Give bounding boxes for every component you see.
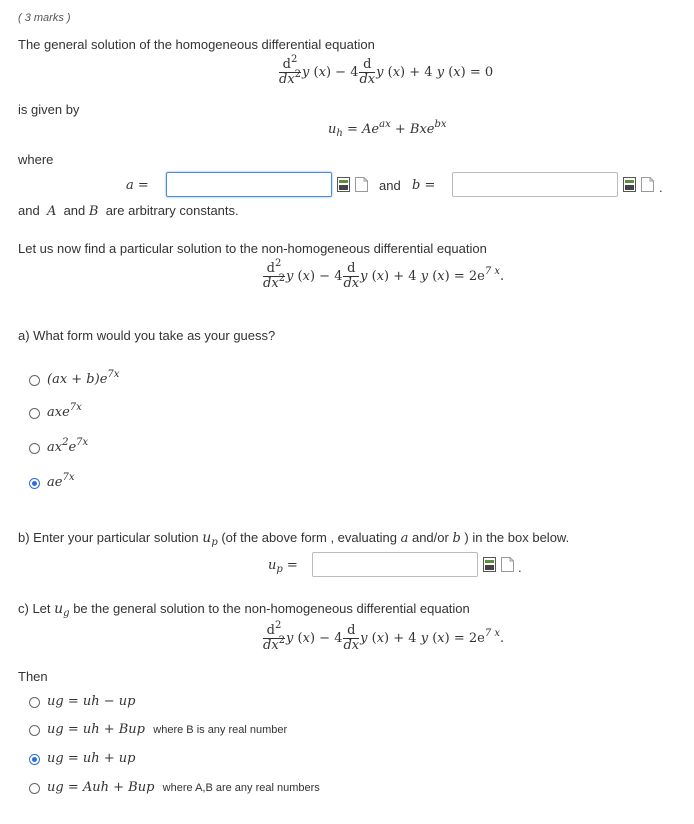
up-label: $u_p$ = [268, 558, 298, 575]
option-a1-radio[interactable] [29, 375, 40, 386]
option-c1-label[interactable]: ug = uh − up [47, 694, 136, 709]
formula-editor-icon[interactable] [337, 177, 350, 192]
marks-label: ( 3 marks ) [18, 12, 71, 24]
formula-editor-icon[interactable] [483, 557, 496, 572]
formula-editor-icon[interactable] [623, 177, 636, 192]
option-c4-label[interactable]: ug = Auh + Bup where A,B are any real numbers [47, 780, 320, 795]
part-c-equation: $\frac{d^2}{dx^2}$ y (x) − 4 $\frac{d}{dx}$ y (x) + 4 y $(x) = 2e^{7 x}$. [263, 620, 505, 653]
option-c2-label[interactable]: ug = uh + Bup where B is any real number [47, 722, 288, 737]
homogeneous-equation: $\frac{d^2}{dx^2}$ y (x) − 4 $\frac{d}{dx}$ y (x) + 4 y (x) = 0 [279, 54, 494, 87]
option-a3-label[interactable]: $ax^2e^{7x}$ [47, 437, 89, 455]
uh-equation: $u_h = Ae^{ax} + Bxe^{bx}$ [328, 119, 447, 139]
up-input[interactable] [312, 552, 478, 577]
part-b-question: b) Enter your particular solution $u_p$ (of the above form , evaluating a and/or b ) in the box below. [18, 530, 570, 548]
option-c3-radio[interactable] [29, 754, 40, 765]
option-c2-radio[interactable] [29, 725, 40, 736]
then-text: Then [18, 669, 48, 684]
a-input[interactable] [166, 172, 332, 197]
preview-doc-icon[interactable] [355, 177, 368, 192]
option-a4-label[interactable]: $ae^{7x}$ [47, 472, 75, 490]
given-by-text: is given by [18, 102, 80, 117]
option-c3-label[interactable]: ug = uh + up [47, 751, 136, 766]
where-text: where [18, 152, 54, 167]
option-a3-radio[interactable] [29, 443, 40, 454]
b-label: b = [412, 178, 436, 193]
up-period: . [518, 560, 522, 575]
and-label: and [379, 178, 401, 193]
option-a2-radio[interactable] [29, 408, 40, 419]
nonhom-equation: $\frac{d^2}{dx^2}$ y (x) − 4 $\frac{d}{dx}$ y (x) + 4 y $(x) = 2e^{7 x}$. [263, 258, 505, 291]
part-a-question: a) What form would you take as your guess? [18, 328, 276, 343]
nonhom-text: Let us now find a particular solution to the non-homogeneous differential equation [18, 241, 487, 256]
option-a2-label[interactable]: axe$^{7x}$ [47, 402, 82, 420]
option-c4-radio[interactable] [29, 783, 40, 794]
option-a1-label[interactable]: $(ax + b)e^{7x}$ [47, 369, 120, 387]
preview-doc-icon[interactable] [641, 177, 654, 192]
option-c1-radio[interactable] [29, 697, 40, 708]
part-c-question: c) Let $u_g$ be the general solution to the non-homogeneous differential equation [18, 601, 470, 619]
preview-doc-icon[interactable] [501, 557, 514, 572]
arbitrary-constants-text: and A and B are arbitrary constants. [18, 203, 239, 219]
intro-text: The general solution of the homogeneous differential equation [18, 37, 375, 52]
a-label: a = [126, 178, 149, 193]
b-input[interactable] [452, 172, 618, 197]
b-period: . [659, 180, 663, 195]
option-a4-radio[interactable] [29, 478, 40, 489]
